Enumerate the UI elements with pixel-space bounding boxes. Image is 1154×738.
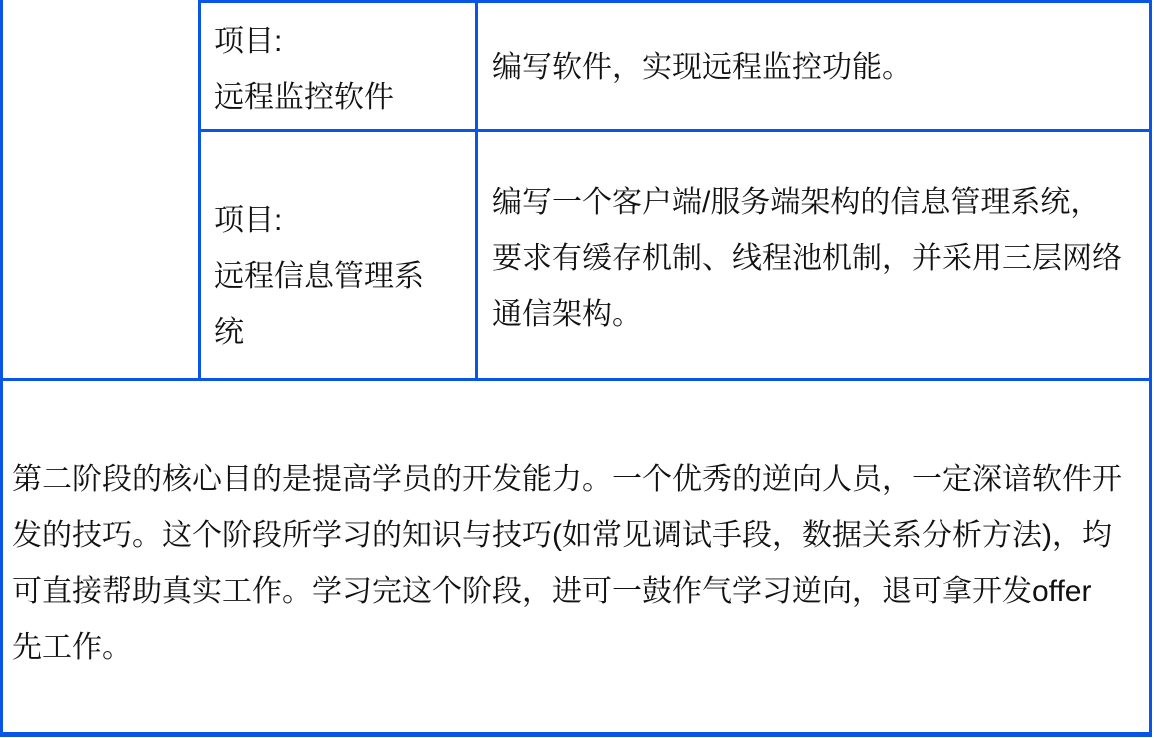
- table-right-border-line: [1149, 0, 1152, 737]
- project-name: 远程监控软件: [214, 81, 394, 114]
- project-label: 项目:: [214, 204, 283, 237]
- table-top-border-line: [198, 0, 1152, 3]
- project-description: 编写软件，实现远程监控功能。: [492, 51, 912, 84]
- summary-line: 第二阶段的核心目的是提高学员的开发能力。一个优秀的逆向人员，一定深谙软件开: [12, 463, 1122, 496]
- table-row1-project-cell: [214, 14, 394, 126]
- table-left-border-line: [0, 0, 3, 737]
- summary-box-bottom-border-line: [0, 732, 1152, 737]
- table-column1-divider-line: [198, 0, 201, 381]
- table-row1-divider-line: [198, 129, 1152, 132]
- table-row2-project-cell: [214, 193, 440, 361]
- stage-summary-paragraph: [12, 452, 1142, 676]
- table-bottom-border-line: [0, 378, 1152, 381]
- summary-line: 发的技巧。这个阶段所学习的知识与技巧(如常见调试手段，数据关系分析方法)，均: [12, 519, 1112, 552]
- table-column2-divider-line: [475, 0, 478, 381]
- table-row2-description-cell: [492, 175, 1128, 343]
- summary-line: 先工作。: [12, 631, 132, 664]
- project-label: 项目:: [214, 25, 283, 58]
- project-description: 编写一个客户端/服务端架构的信息管理系统，要求有缓存机制、线程池机制，并采用三层网络通信架构。: [492, 186, 1122, 331]
- project-name: 远程信息管理系统: [214, 260, 424, 349]
- table-row1-description-cell: [492, 40, 912, 96]
- summary-line: 可直接帮助真实工作。学习完这个阶段，进可一鼓作气学习逆向，退可拿开发offer: [12, 575, 1092, 608]
